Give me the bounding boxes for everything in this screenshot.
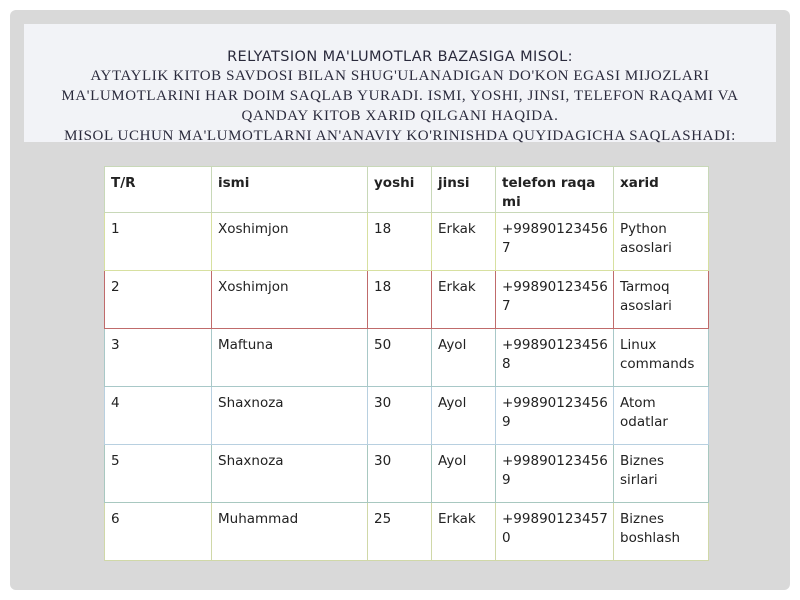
header-tr: T/R [105,167,212,213]
cell-xarid: Biznes boshlash [614,503,709,561]
cell-tr: 4 [105,387,212,445]
cell-ismi: Muhammad [212,503,368,561]
cell-ismi: Shaxnoza [212,387,368,445]
header-telefon: telefon raqami [496,167,614,213]
cell-telefon: +998901234568 [496,329,614,387]
title-text-line: MA'LUMOTLARINI HAR DOIM SAQLAB YURADI. ISMI, YOSHI, JINSI, TELEFON RAQAMI VA [61,88,739,104]
header-yoshi: yoshi [368,167,432,213]
header-jinsi: jinsi [432,167,496,213]
title-box [24,24,776,142]
cell-jinsi: Ayol [432,329,496,387]
table-row [105,213,709,271]
customers-table [104,166,709,561]
cell-yoshi: 25 [368,503,432,561]
cell-telefon: +998901234569 [496,445,614,503]
cell-tr: 6 [105,503,212,561]
table-row [105,503,709,561]
cell-yoshi: 50 [368,329,432,387]
header-ismi: ismi [212,167,368,213]
cell-jinsi: Ayol [432,445,496,503]
cell-telefon: +998901234567 [496,213,614,271]
cell-tr: 3 [105,329,212,387]
cell-telefon: +998901234570 [496,503,614,561]
cell-telefon: +998901234569 [496,387,614,445]
cell-yoshi: 30 [368,445,432,503]
cell-ismi: Maftuna [212,329,368,387]
cell-xarid: Linux commands [614,329,709,387]
header-xarid: xarid [614,167,709,213]
cell-yoshi: 18 [368,213,432,271]
cell-yoshi: 18 [368,271,432,329]
table-row [105,271,709,329]
cell-jinsi: Erkak [432,213,496,271]
cell-tr: 5 [105,445,212,503]
cell-ismi: Xoshimjon [212,271,368,329]
title-text-line: AYTAYLIK KITOB SAVDOSI BILAN SHUG'ULANADIGAN DO'KON EGASI MIJOZLARI [90,68,710,84]
cell-xarid: Tarmoq asoslari [614,271,709,329]
cell-xarid: Biznes sirlari [614,445,709,503]
cell-tr: 2 [105,271,212,329]
title-text-line: MISOL UCHUN MA'LUMOTLARNI AN'ANAVIY KO'RINISHDA QUYIDAGICHA SAQLASHADI: [64,128,736,144]
cell-xarid: Python asoslari [614,213,709,271]
cell-ismi: Shaxnoza [212,445,368,503]
table-row [105,387,709,445]
slide-title: RELYATSION MA'LUMOTLAR BAZASIGA MISOL: [227,49,573,65]
cell-telefon: +998901234567 [496,271,614,329]
table-row [105,329,709,387]
title-text-line: QANDAY KITOB XARID QILGANI HAQIDA. [241,108,559,124]
cell-jinsi: Ayol [432,387,496,445]
table-header-row [105,167,709,213]
cell-jinsi: Erkak [432,271,496,329]
cell-xarid: Atom odatlar [614,387,709,445]
cell-ismi: Xoshimjon [212,213,368,271]
cell-yoshi: 30 [368,387,432,445]
cell-jinsi: Erkak [432,503,496,561]
cell-tr: 1 [105,213,212,271]
table-row [105,445,709,503]
